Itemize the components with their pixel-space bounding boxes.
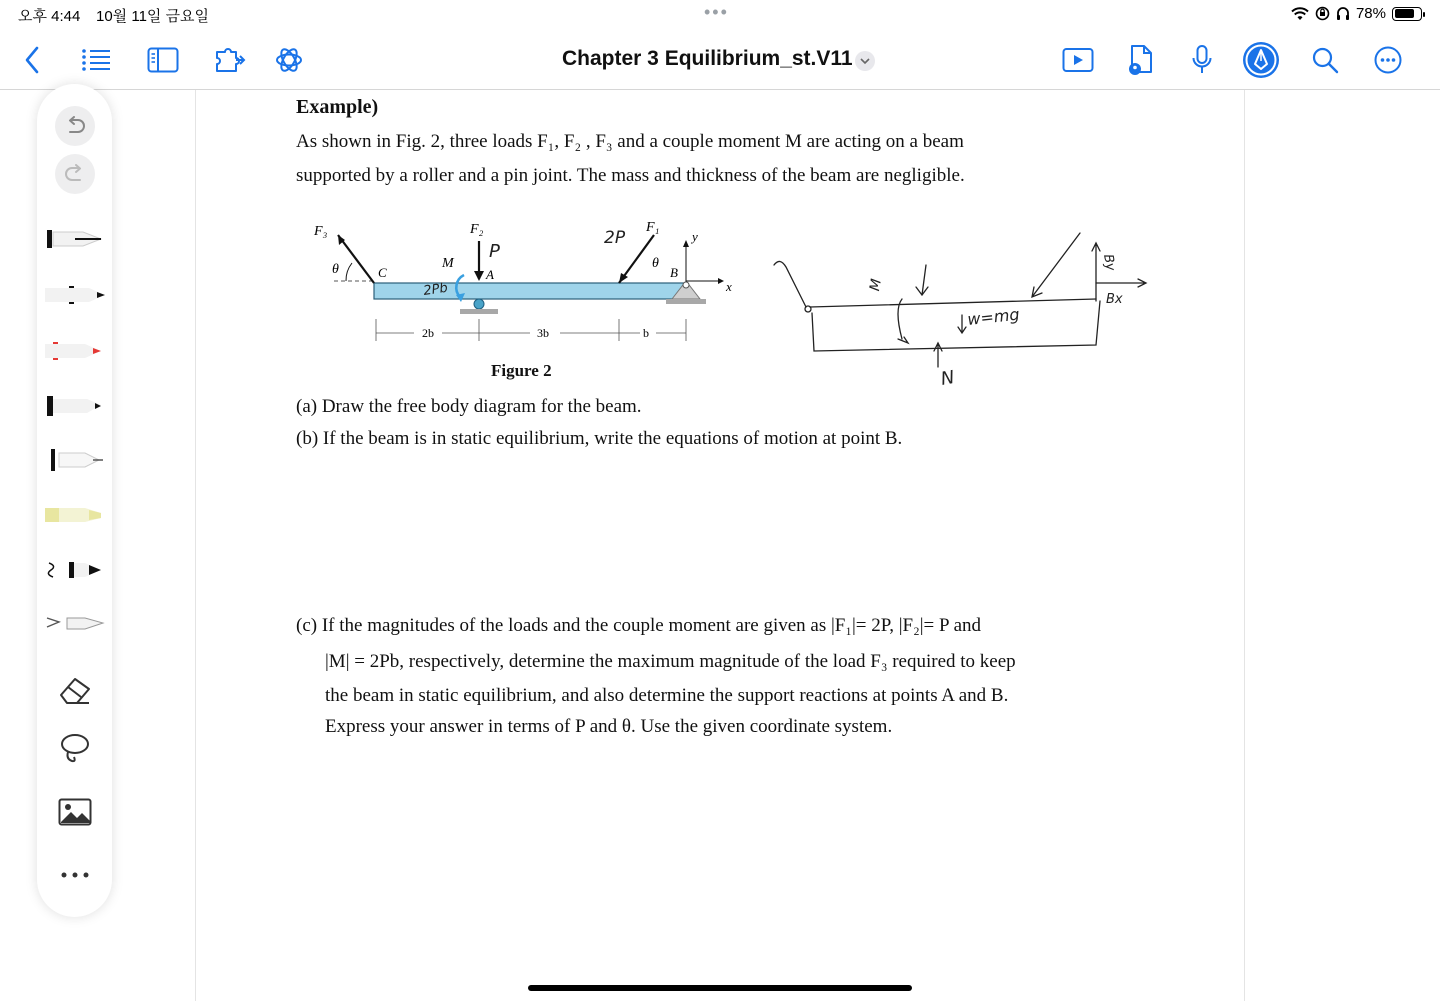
orientation-lock-icon: [1315, 6, 1330, 21]
x-axis-label: x: [726, 279, 732, 294]
dim-b-label: b: [643, 326, 649, 340]
redo-button[interactable]: [37, 154, 112, 194]
theta-right-label: θ: [652, 256, 659, 271]
intro-line-1: As shown in Fig. 2, three loads F₁, F₂ , F₃ and a couple moment M are acting on a beam: [296, 131, 964, 152]
roller-support: [474, 299, 484, 309]
headphones-icon: [1336, 6, 1350, 21]
ai-assistant-button[interactable]: [269, 42, 309, 78]
question-c-line-4: Express your answer in terms of P and θ. Use the given coordinate system.: [325, 716, 893, 737]
more-options-button[interactable]: [1368, 42, 1408, 78]
pen-black-icon: [45, 280, 105, 310]
record-audio-button[interactable]: [1182, 42, 1222, 78]
sketch-m-label: M: [867, 277, 885, 293]
f3-arrow: [338, 235, 374, 283]
chevron-left-icon: [24, 46, 40, 74]
question-c-line-3: the beam in static equilibrium, and also determine the support reactions at points A and B.: [325, 685, 1009, 706]
puzzle-icon: [214, 46, 246, 74]
handwritten-2p-label: 2P: [604, 228, 626, 248]
dim-3b-label: 3b: [537, 326, 549, 340]
intro-line-2: supported by a roller and a pin joint. The mass and thickness of the beam are negligible.: [296, 165, 965, 186]
extensions-button[interactable]: [210, 42, 250, 78]
lasso-icon: [58, 731, 92, 765]
sketch-weight-label: w=mg: [966, 304, 1021, 329]
insert-image-tool[interactable]: [37, 794, 112, 830]
document-page[interactable]: [195, 90, 1245, 1001]
shape-triangle-icon: [45, 609, 105, 639]
sidebar-icon: [147, 47, 179, 73]
moment-label: M: [442, 256, 454, 271]
image-icon: [58, 798, 92, 826]
undo-icon: [64, 116, 86, 136]
question-a: (a) Draw the free body diagram for the beam.: [296, 396, 642, 417]
document-title[interactable]: Chapter 3 Equilibrium_st.V11: [562, 47, 853, 70]
status-bar: [0, 0, 1440, 30]
title-menu-button[interactable]: [855, 51, 875, 71]
pencil-tool[interactable]: [37, 445, 112, 475]
marker-icon: [45, 391, 105, 421]
markup-tool-palette: [37, 84, 112, 917]
f1-label: F₁: [646, 220, 660, 235]
status-icons: [1291, 5, 1422, 22]
play-icon: [1062, 47, 1094, 73]
chevron-down-icon: [860, 58, 870, 65]
document-toolbar: [0, 30, 1440, 90]
eraser-icon: [57, 675, 93, 705]
back-button[interactable]: [12, 42, 52, 78]
ink-brush-tool[interactable]: [37, 555, 112, 585]
sketch-normal-label: N: [939, 366, 957, 390]
share-document-button[interactable]: [1121, 42, 1161, 78]
f3-label: F₃: [314, 224, 328, 239]
status-date: 10월 11일 금요일: [96, 8, 210, 25]
home-indicator[interactable]: [528, 985, 912, 991]
ellipsis-circle-icon: [1374, 46, 1402, 74]
battery-percent: 78%: [1355, 5, 1386, 22]
f2-label: F₂: [470, 222, 484, 237]
ai-knot-icon: [274, 45, 304, 75]
sketch-by-label: By: [1100, 253, 1118, 273]
eraser-tool[interactable]: [37, 672, 112, 708]
search-icon: [1311, 46, 1339, 74]
redo-icon: [64, 164, 86, 184]
point-b-label: B: [670, 265, 678, 280]
more-tools-button[interactable]: [37, 862, 112, 888]
lasso-tool[interactable]: [37, 730, 112, 766]
markup-mode-button[interactable]: [1241, 42, 1281, 78]
pen-circle-icon: [1242, 41, 1280, 79]
point-a-label: A: [486, 267, 494, 282]
outline-button[interactable]: [76, 42, 116, 78]
beam: [374, 280, 686, 299]
undo-button[interactable]: [37, 106, 112, 146]
roller-ground: [460, 309, 498, 314]
question-c-line-2: |M| = 2Pb, respectively, determine the maximum magnitude of the load F₃ required to keep: [325, 651, 1016, 672]
example-heading: Example): [296, 96, 379, 118]
figure-caption: Figure 2: [491, 361, 552, 380]
battery-level: [1395, 9, 1415, 18]
free-body-sketch: [766, 225, 1156, 400]
present-button[interactable]: [1058, 42, 1098, 78]
list-icon: [81, 48, 111, 72]
handwritten-2pb-label: 2Pb: [422, 280, 449, 299]
highlighter-tool[interactable]: [37, 500, 112, 530]
fountain-pen-icon: [45, 224, 105, 254]
sketch-bx-label: Bx: [1106, 292, 1123, 307]
highlighter-icon: [45, 500, 105, 530]
point-c-label: C: [378, 265, 387, 280]
sidebar-toggle-button[interactable]: [143, 42, 183, 78]
beam-figure: [294, 215, 744, 355]
search-button[interactable]: [1305, 42, 1345, 78]
document-person-icon: [1126, 44, 1156, 76]
wifi-icon: [1291, 7, 1309, 21]
theta-left-label: θ: [332, 262, 339, 277]
pencil-icon: [45, 445, 105, 475]
marker-tool[interactable]: [37, 391, 112, 421]
y-axis-label: y: [692, 229, 698, 244]
question-b: (b) If the beam is in static equilibrium, write the equations of motion at point B.: [296, 428, 903, 449]
pin-ground: [666, 299, 706, 304]
ellipsis-icon: [60, 871, 90, 879]
fountain-pen-tool[interactable]: [37, 224, 112, 254]
shape-tool[interactable]: [37, 609, 112, 639]
pen-tool-black[interactable]: [37, 280, 112, 310]
pen-red-icon: [45, 336, 105, 366]
battery-icon: [1392, 7, 1422, 21]
status-time: 오후 4:44: [18, 8, 81, 25]
pen-tool-red[interactable]: [37, 336, 112, 366]
handwritten-p-label: P: [489, 241, 500, 262]
dim-2b-label: 2b: [422, 326, 434, 340]
brush-icon: [45, 555, 105, 585]
microphone-icon: [1191, 44, 1213, 76]
question-c-line-1: (c) If the magnitudes of the loads and the couple moment are given as |F₁|= 2P, |F₂|= P and: [296, 615, 982, 636]
multitasking-dots-icon[interactable]: •••: [704, 2, 729, 22]
